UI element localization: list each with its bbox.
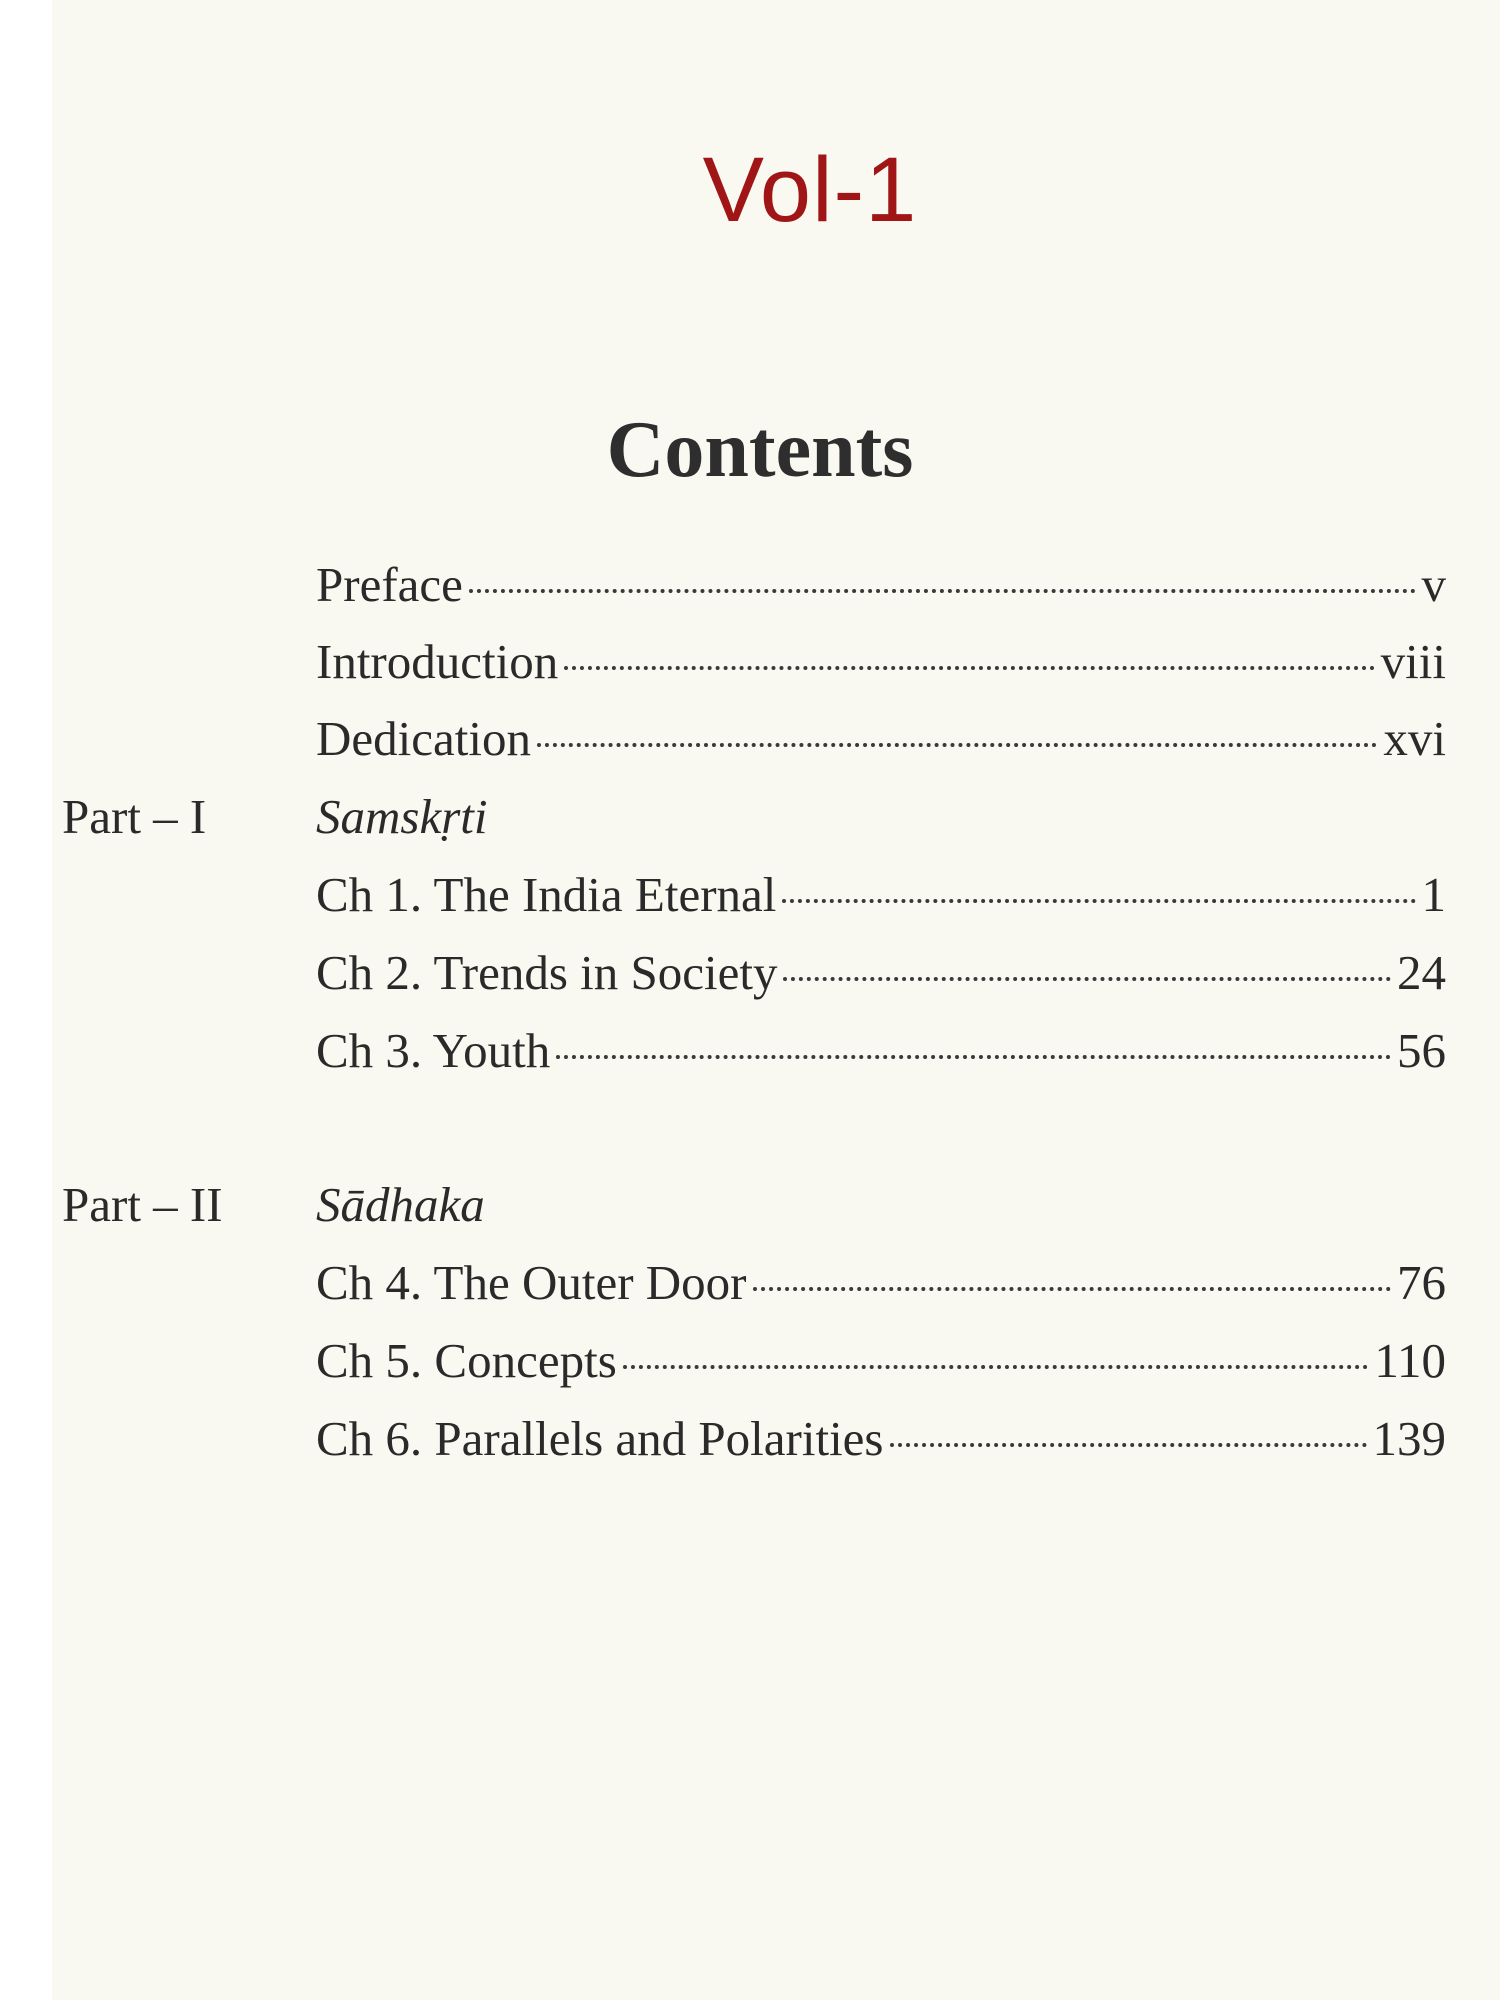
dot-leader (623, 1365, 1369, 1369)
toc-entry-title: Introduction (316, 634, 559, 689)
toc-entry-page: 1 (1421, 867, 1446, 922)
dot-leader (890, 1443, 1367, 1447)
toc-entry-page: 110 (1374, 1333, 1446, 1388)
dot-leader (753, 1287, 1392, 1291)
toc-entry-page: viii (1380, 634, 1446, 689)
toc-entry-title: Ch 2. Trends in Society (316, 945, 778, 1000)
toc-entry-title: Ch 6. Parallels and Polarities (316, 1411, 884, 1466)
toc-entry-page: 76 (1397, 1255, 1446, 1310)
dot-leader (783, 977, 1391, 981)
toc-entry-page: v (1421, 557, 1446, 612)
dot-leader (537, 743, 1377, 747)
toc-entry-page: 56 (1397, 1023, 1446, 1078)
page-title: Contents (606, 406, 914, 494)
toc-entry-title: Ch 3. Youth (316, 1023, 551, 1078)
part-label: Part – I (62, 789, 207, 844)
dot-leader (782, 899, 1415, 903)
part-heading-2 (0, 1175, 1500, 1235)
toc-entry-title: Ch 5. Concepts (316, 1333, 617, 1388)
toc-entry-chapter-6[interactable] (0, 1409, 1500, 1469)
toc-entry-page: 24 (1397, 945, 1446, 1000)
toc-entry-title: Preface (316, 557, 463, 612)
toc-entry-title: Dedication (316, 711, 531, 766)
toc-entry-preface[interactable] (0, 555, 1500, 615)
toc-entry-dedication[interactable] (0, 709, 1500, 769)
toc-entry-chapter-3[interactable] (0, 1021, 1500, 1081)
part-heading-1 (0, 787, 1500, 847)
volume-label: Vol-1 (702, 139, 918, 241)
part-title: Samskṛti (316, 789, 488, 844)
toc-entry-chapter-2[interactable] (0, 943, 1500, 1003)
dot-leader (564, 666, 1374, 670)
toc-entry-chapter-5[interactable] (0, 1331, 1500, 1391)
dot-leader (469, 589, 1416, 593)
part-label: Part – II (62, 1177, 223, 1232)
toc-entry-title: Ch 4. The Outer Door (316, 1255, 747, 1310)
toc-entry-page: 139 (1372, 1411, 1446, 1466)
toc-entry-title: Ch 1. The India Eternal (316, 867, 777, 922)
toc-entry-chapter-1[interactable] (0, 865, 1500, 925)
toc-entry-page: xvi (1383, 711, 1446, 766)
toc-entry-introduction[interactable] (0, 632, 1500, 692)
dot-leader (556, 1055, 1391, 1059)
part-title: Sādhaka (316, 1177, 485, 1232)
toc-entry-chapter-4[interactable] (0, 1253, 1500, 1313)
